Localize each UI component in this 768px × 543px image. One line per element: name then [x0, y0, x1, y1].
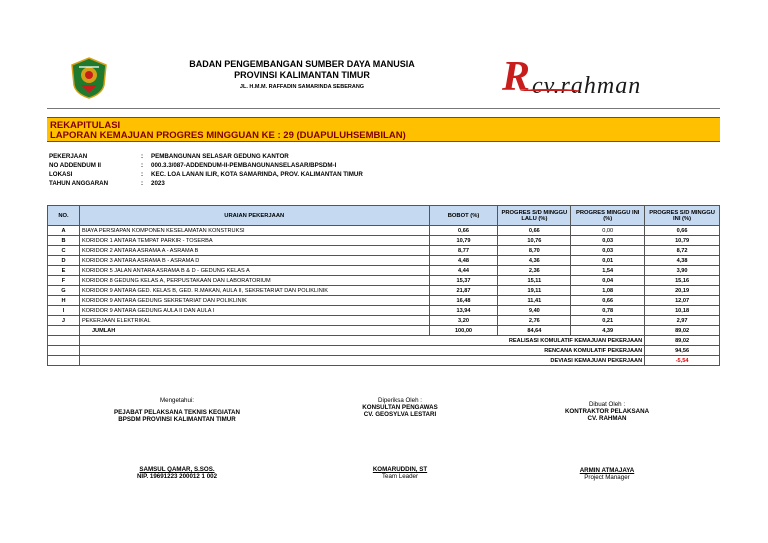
- contractor-logo: [502, 54, 717, 100]
- row-uraian: KORIDOR 9 ANTARA GEDUNG SEKRETARIAT DAN POLIKLINIK: [79, 296, 429, 306]
- row-no: I: [48, 306, 80, 316]
- row-lalu: 9,40: [498, 306, 571, 316]
- total-bobot: 100,00: [429, 326, 498, 336]
- info-value: KEC. LOA LANAN ILIR, KOTA SAMARINDA, PROV. KALIMANTAN TIMUR: [151, 171, 363, 178]
- row-no: H: [48, 296, 80, 306]
- sig-right-l3: CV. RAHMAN: [587, 415, 627, 422]
- summary-row: [48, 346, 720, 356]
- signature-left: [97, 397, 257, 480]
- row-sd-ini: 10,18: [645, 306, 720, 316]
- row-sd-ini: 4,38: [645, 256, 720, 266]
- sig-middle-l1: Diperiksa Oleh :: [377, 397, 423, 404]
- summary-label: DEVIASI KEMAJUAN PEKERJAAN: [79, 356, 644, 366]
- total-label: JUMLAH: [79, 326, 429, 336]
- row-bobot: 4,48: [429, 256, 498, 266]
- brand-swoosh: [520, 89, 580, 93]
- info-sep: :: [141, 162, 144, 169]
- sig-middle-l3: CV. GEOSYLVA LESTARI: [363, 411, 437, 418]
- table-row: [48, 286, 720, 296]
- row-no: B: [48, 236, 80, 246]
- summary-label: REALISASI KOMULATIF KEMAJUAN PEKERJAAN: [79, 336, 644, 346]
- summary-row: [48, 356, 720, 366]
- info-value: 2023: [151, 180, 165, 187]
- table-row: [48, 256, 720, 266]
- row-ini: 0,66: [571, 296, 645, 306]
- info-key: NO ADDENDUM II: [49, 162, 102, 169]
- row-no: E: [48, 266, 80, 276]
- sig-left-title: NIP. 19691223 200012 1 002: [136, 473, 218, 480]
- info-value: PEMBANGUNAN SELASAR GEDUNG KANTOR: [151, 153, 289, 160]
- info-sep: :: [141, 171, 144, 178]
- total-sd-ini: 89,02: [645, 326, 720, 336]
- sig-left-l2: PEJABAT PELAKSANA TEKNIS KEGIATAN: [114, 409, 240, 416]
- table-header-row: [48, 206, 720, 226]
- table-row: [48, 266, 720, 276]
- sig-right-name: ARMIN ATMAJAYA: [579, 467, 635, 474]
- row-uraian: KORIDOR 8 GEDUNG KELAS A, PERPUSTAKAAN DAN LABORATORIUM: [79, 276, 429, 286]
- info-sep: :: [141, 153, 144, 160]
- organization-block: [137, 59, 467, 90]
- summary-blank: [48, 346, 80, 356]
- row-sd-ini: 15,16: [645, 276, 720, 286]
- brand-r: R: [502, 54, 531, 100]
- summary-value: 89,02: [645, 336, 720, 346]
- header-bobot: BOBOT (%): [429, 206, 498, 226]
- row-sd-ini: 12,07: [645, 296, 720, 306]
- row-lalu: 10,76: [498, 236, 571, 246]
- row-lalu: 0,66: [498, 226, 571, 236]
- report-sheet: [47, 45, 720, 485]
- row-no: F: [48, 276, 80, 286]
- table-row: [48, 276, 720, 286]
- header-progres-sd-ini: PROGRES S/D MINGGU INI (%): [645, 206, 720, 226]
- row-ini: 0,21: [571, 316, 645, 326]
- progress-table: [47, 205, 720, 366]
- row-lalu: 4,36: [498, 256, 571, 266]
- total-ini: 4,39: [571, 326, 645, 336]
- sig-right-title: Project Manager: [584, 474, 630, 481]
- row-no: C: [48, 246, 80, 256]
- signature-right: [537, 401, 677, 481]
- row-no: J: [48, 316, 80, 326]
- sig-right-l2: KONTRAKTOR PELAKSANA: [564, 408, 650, 415]
- row-sd-ini: 8,72: [645, 246, 720, 256]
- row-lalu: 8,70: [498, 246, 571, 256]
- row-ini: 0,03: [571, 246, 645, 256]
- summary-value: -5,54: [645, 356, 720, 366]
- row-lalu: 15,11: [498, 276, 571, 286]
- row-no: G: [48, 286, 80, 296]
- sig-left-l1: Mengetahui:: [159, 397, 195, 404]
- row-ini: 0,01: [571, 256, 645, 266]
- row-ini: 1,08: [571, 286, 645, 296]
- info-row: [49, 162, 363, 171]
- row-ini: 0,03: [571, 236, 645, 246]
- header-divider: [47, 108, 720, 109]
- total-blank: [48, 326, 80, 336]
- row-bobot: 16,48: [429, 296, 498, 306]
- table-row: [48, 236, 720, 246]
- report-header: [47, 45, 720, 110]
- row-ini: 1,54: [571, 266, 645, 276]
- row-bobot: 15,37: [429, 276, 498, 286]
- row-bobot: 8,77: [429, 246, 498, 256]
- row-sd-ini: 10,79: [645, 236, 720, 246]
- info-key: TAHUN ANGGARAN: [49, 180, 109, 187]
- provincial-emblem-icon: [69, 57, 109, 99]
- total-lalu: 84,64: [498, 326, 571, 336]
- sig-middle-l2: KONSULTAN PENGAWAS: [362, 404, 438, 411]
- info-key: PEKERJAAN: [49, 153, 88, 160]
- row-uraian: KORIDOR 2 ANTARA ASRAMA A - ASRAMA B: [79, 246, 429, 256]
- project-info: [49, 153, 363, 189]
- row-bobot: 13,94: [429, 306, 498, 316]
- row-bobot: 10,79: [429, 236, 498, 246]
- row-uraian: KORIDOR 1 ANTARA TEMPAT PARKIR - TOSERBA: [79, 236, 429, 246]
- org-province: PROVINSI KALIMANTAN TIMUR: [234, 70, 370, 80]
- brand-text: cv.rahman: [532, 73, 642, 99]
- table-row: [48, 246, 720, 256]
- row-no: D: [48, 256, 80, 266]
- org-name: BADAN PENGEMBANGAN SUMBER DAYA MANUSIA: [189, 59, 415, 69]
- table-row: [48, 306, 720, 316]
- signature-middle: [330, 397, 470, 480]
- info-value: 000.3.3/087-ADDENDUM-II-PEMBANGUNANSELASAR/BPSDM-I: [151, 162, 337, 169]
- row-lalu: 11,41: [498, 296, 571, 306]
- row-uraian: KORIDOR 5 JALAN ANTARA ASRAMA B & D - GEDUNG KELAS A: [79, 266, 429, 276]
- row-bobot: 3,20: [429, 316, 498, 326]
- row-no: A: [48, 226, 80, 236]
- row-uraian: PEKERJAAN ELEKTRIKAL: [79, 316, 429, 326]
- info-sep: :: [141, 180, 144, 187]
- row-lalu: 2,76: [498, 316, 571, 326]
- title-line2: LAPORAN KEMAJUAN PROGRES MINGGUAN KE : 29 (DUAPULUHSEMBILAN): [50, 130, 406, 141]
- row-sd-ini: 2,97: [645, 316, 720, 326]
- summary-blank: [48, 356, 80, 366]
- sig-middle-name: KOMARUDDIN, ST: [372, 466, 428, 473]
- info-row: [49, 153, 363, 162]
- title-band: [47, 117, 720, 142]
- row-sd-ini: 3,90: [645, 266, 720, 276]
- total-row: [48, 326, 720, 336]
- header-progres-lalu: PROGRES S/D MINGGU LALU (%): [498, 206, 571, 226]
- row-uraian: KORIDOR 9 ANTARA GED. KELAS B, GED. R.MAKAN, AULA II, SEKRETARIAT DAN POLIKLINIK: [79, 286, 429, 296]
- row-bobot: 4,44: [429, 266, 498, 276]
- header-no: NO.: [48, 206, 80, 226]
- row-lalu: 19,11: [498, 286, 571, 296]
- row-uraian: BIAYA PERSIAPAN KOMPONEN KESELAMATAN KONSTRUKSI: [79, 226, 429, 236]
- table-row: [48, 296, 720, 306]
- row-ini: 0,78: [571, 306, 645, 316]
- summary-blank: [48, 336, 80, 346]
- row-ini: 0,04: [571, 276, 645, 286]
- header-uraian: URAIAN PEKERJAAN: [79, 206, 429, 226]
- table-row: [48, 316, 720, 326]
- summary-value: 94,56: [645, 346, 720, 356]
- row-sd-ini: 20,19: [645, 286, 720, 296]
- info-key: LOKASI: [49, 171, 73, 178]
- summary-label: RENCANA KOMULATIF PEKERJAAN: [79, 346, 644, 356]
- sig-middle-title: Team Leader: [381, 473, 419, 480]
- sig-left-l3: BPSDM PROVINSI KALIMANTAN TIMUR: [118, 416, 236, 423]
- title-line1: REKAPITULASI: [50, 120, 121, 131]
- row-lalu: 2,36: [498, 266, 571, 276]
- row-bobot: 21,87: [429, 286, 498, 296]
- summary-row: [48, 336, 720, 346]
- info-row: [49, 171, 363, 180]
- sig-right-l1: Dibuat Oleh :: [588, 401, 626, 408]
- row-uraian: KORIDOR 3 ANTARA ASRAMA B - ASRAMA D: [79, 256, 429, 266]
- org-address: JL. H.M.M. RAFFADIN SAMARINDA SEBERANG: [239, 84, 365, 90]
- info-row: [49, 180, 363, 189]
- row-bobot: 0,66: [429, 226, 498, 236]
- row-uraian: KORIDOR 9 ANTARA GEDUNG AULA II DAN AULA I: [79, 306, 429, 316]
- table-row: [48, 226, 720, 236]
- row-ini: 0,00: [571, 226, 645, 236]
- row-sd-ini: 0,66: [645, 226, 720, 236]
- header-progres-ini: PROGRES MINGGU INI (%): [571, 206, 645, 226]
- sig-left-name: SAMSUL QAMAR, S.SOS.: [139, 466, 215, 473]
